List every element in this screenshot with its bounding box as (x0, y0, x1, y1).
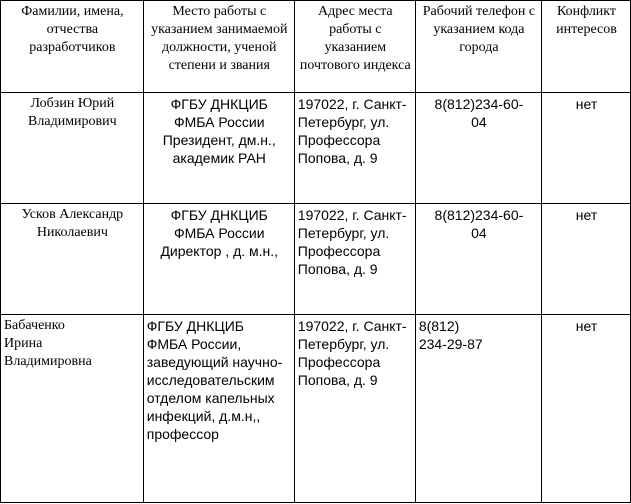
table-header-row (1, 1, 631, 93)
cell-conflict: нет (542, 93, 631, 204)
cell-name (1, 93, 144, 204)
name-line: Николаевич (36, 225, 108, 240)
address-line: Профессора (297, 354, 381, 370)
cell-work (143, 315, 294, 503)
cell-phone (415, 204, 541, 315)
header-work: Место работы с указанием занимаемой должности, ученой степени и звания (143, 1, 294, 93)
work-line: профессор (146, 426, 219, 442)
work-line: заведующий научно- (146, 354, 283, 370)
work-line: ФГБУ ДНКЦИБ (170, 96, 268, 112)
phone-line: 04 (471, 114, 487, 130)
cell-work (143, 93, 294, 204)
phone-line: 8(812)234-60- (434, 96, 524, 112)
table-row (1, 93, 631, 204)
address-line: 197022, г. Санкт- (297, 207, 407, 223)
header-phone: Рабочий телефон с указанием кода города (415, 1, 541, 93)
work-line: ФМБА России (173, 114, 265, 130)
name-line: Лобзин Юрий (30, 96, 115, 111)
header-address: Адрес места работы с указанием почтового индекса (294, 1, 415, 93)
work-line: отделом капельных (146, 390, 275, 406)
phone-line: 234-29-87 (418, 336, 483, 352)
name-line: Владимировна (4, 354, 92, 369)
phone-line: 8(812) (418, 318, 460, 334)
cell-conflict: нет (542, 315, 631, 503)
address-line: 197022, г. Санкт- (297, 318, 407, 334)
work-line: Директор , д. м.н., (160, 243, 279, 259)
cell-phone (415, 93, 541, 204)
work-line: ФМБА России, (146, 336, 242, 352)
cell-name (1, 204, 144, 315)
address-line: Профессора (297, 243, 381, 259)
name-line: Ирина (4, 336, 43, 351)
work-line: ФГБУ ДНКЦИБ (146, 318, 244, 334)
phone-line: 04 (471, 225, 487, 241)
address-line: 197022, г. Санкт- (297, 96, 407, 112)
cell-address (294, 315, 415, 503)
work-line: ФГБУ ДНКЦИБ (170, 207, 268, 223)
cell-phone (415, 315, 541, 503)
work-line: ФМБА России (173, 225, 265, 241)
cell-work (143, 204, 294, 315)
work-line: инфекций, д.м.н,, (146, 408, 261, 424)
work-line: исследовательским (146, 372, 275, 388)
address-line: Попова, д. 9 (297, 150, 378, 166)
table-row (1, 315, 631, 503)
cell-address (294, 204, 415, 315)
work-line: академик РАН (172, 150, 266, 166)
address-line: Попова, д. 9 (297, 261, 378, 277)
address-line: Петербург, ул. (297, 114, 390, 130)
cell-name (1, 315, 144, 503)
cell-conflict: нет (542, 204, 631, 315)
header-conflict: Конфликт интересов (542, 1, 631, 93)
address-line: Профессора (297, 132, 381, 148)
cell-address (294, 93, 415, 204)
address-line: Попова, д. 9 (297, 372, 378, 388)
name-line: Владимирович (28, 114, 117, 129)
address-line: Петербург, ул. (297, 225, 390, 241)
name-line: Усков Александр (21, 207, 124, 222)
table-row (1, 204, 631, 315)
header-name: Фамилии, имена, отчества разработчиков (1, 1, 144, 93)
phone-line: 8(812)234-60- (434, 207, 524, 223)
work-line: Президент, дм.н., (162, 132, 276, 148)
address-line: Петербург, ул. (297, 336, 390, 352)
name-line: Бабаченко (4, 318, 65, 333)
